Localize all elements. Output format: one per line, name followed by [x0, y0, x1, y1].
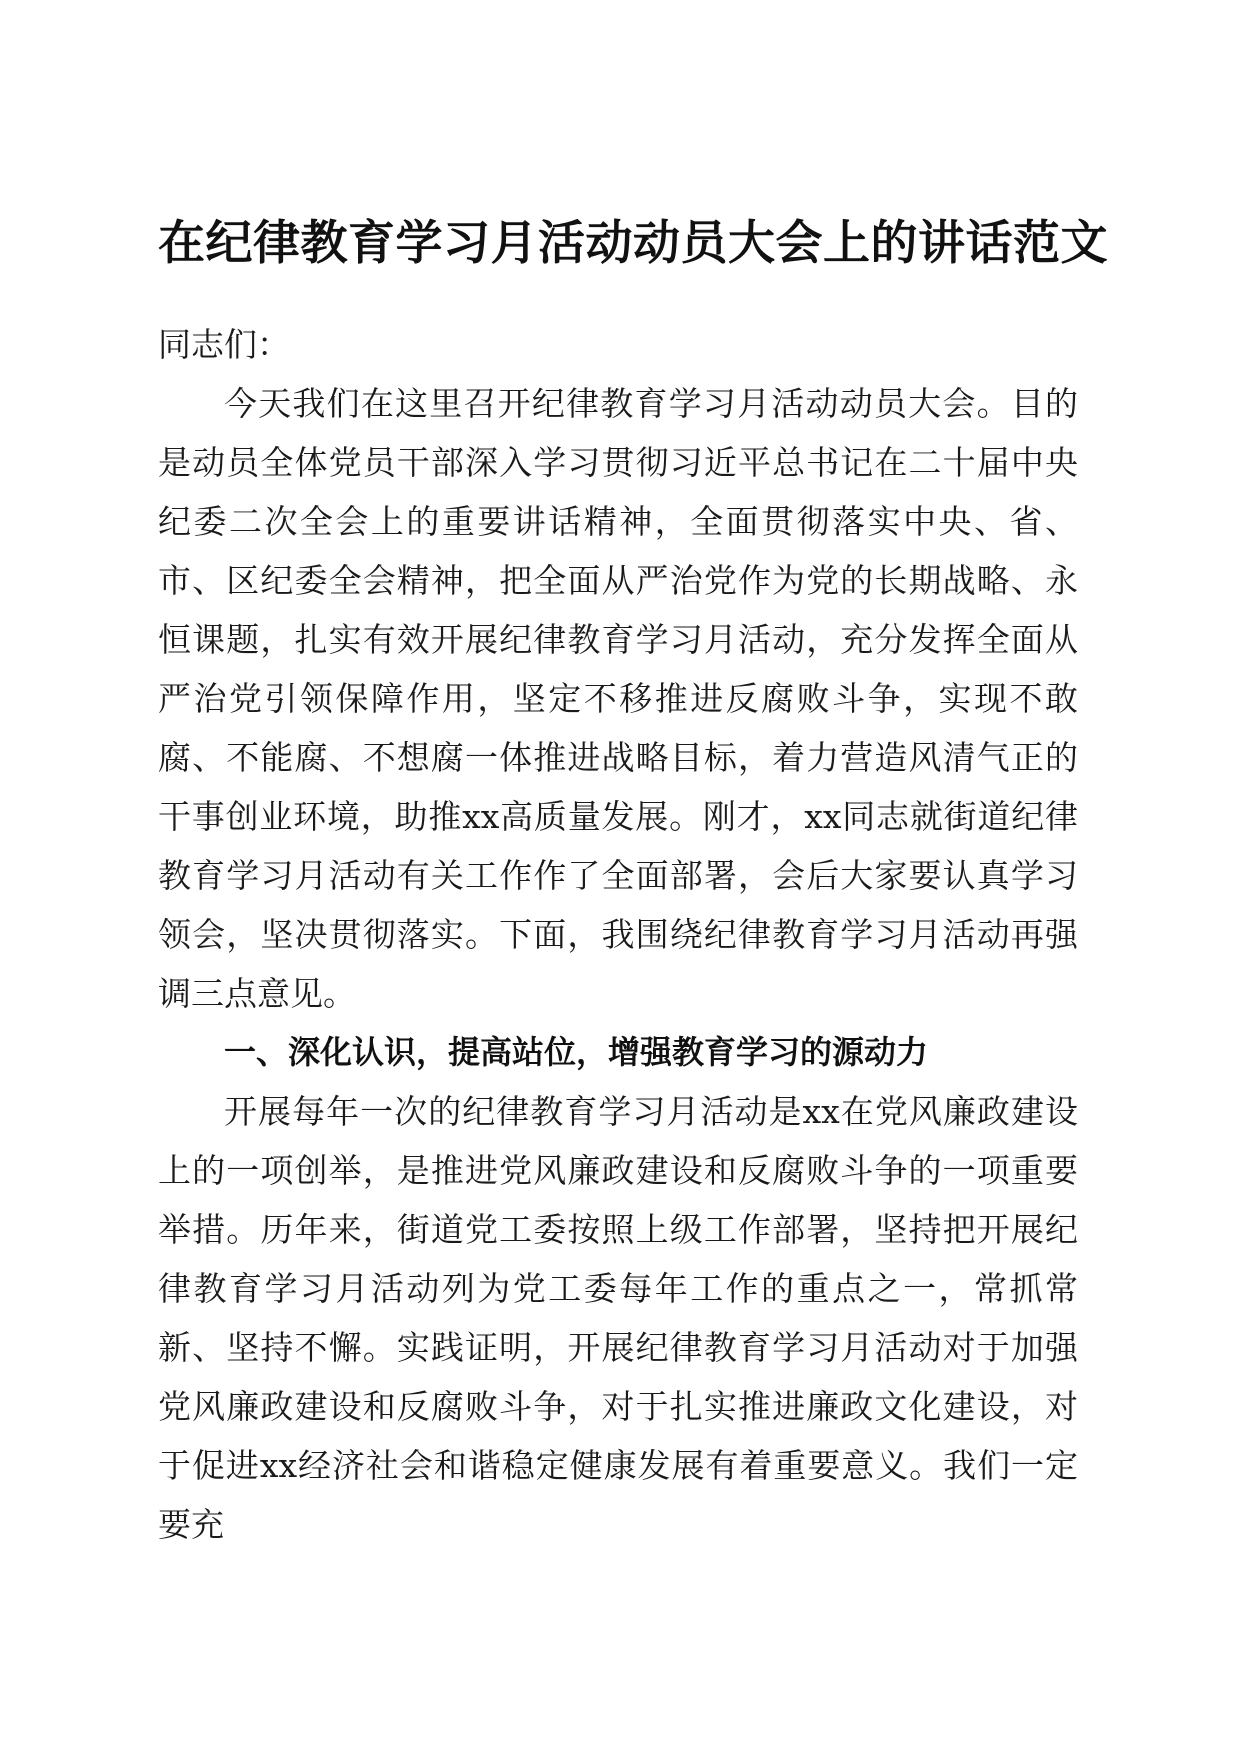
- salutation: 同志们：: [158, 325, 290, 364]
- document-body: [158, 315, 1078, 1554]
- section-heading-1: 一、深化认识，提高站位，增强教育学习的源动力: [224, 1033, 929, 1071]
- document-title: 在纪律教育学习月活动动员大会上的讲话范文: [158, 216, 1108, 271]
- intro-paragraph: 今天我们在这里召开纪律教育学习月活动动员大会。目的是动员全体党员干部深入学习贯彻习近平总书记在二十届中央纪委二次全会上的重要讲话精神，全面贯彻落实中央、省、市、区纪委全会精神，把全面从严治党作为党的长期战略、永恒课题，扎实有效开展纪律教育学习月活动，充分发挥全面从严治党引领保障作用，坚定不移推进反腐败斗争，实现不敢腐、不能腐、不想腐一体推进战略目标，着力营造风清气正的干事创业环境，助推xx高质量发展。刚才，xx同志就街道纪律教育学习月活动有关工作作了全面部署，会后大家要认真学习领会，坚决贯彻落实。下面，我围绕纪律教育学习月活动再强调三点意见。: [158, 384, 1078, 1013]
- section-1-paragraph: 开展每年一次的纪律教育学习月活动是xx在党风廉政建设上的一项创举，是推进党风廉政建设和反腐败斗争的一项重要举措。历年来，街道党工委按照上级工作部署，坚持把开展纪律教育学习月活动列为党工委每年工作的重点之一，常抓常新、坚持不懈。实践证明，开展纪律教育学习月活动对于加强党风廉政建设和反腐败斗争，对于扎实推进廉政文化建设，对于促进xx经济社会和谐稳定健康发展有着重要意义。我们一定要充: [158, 1092, 1078, 1544]
